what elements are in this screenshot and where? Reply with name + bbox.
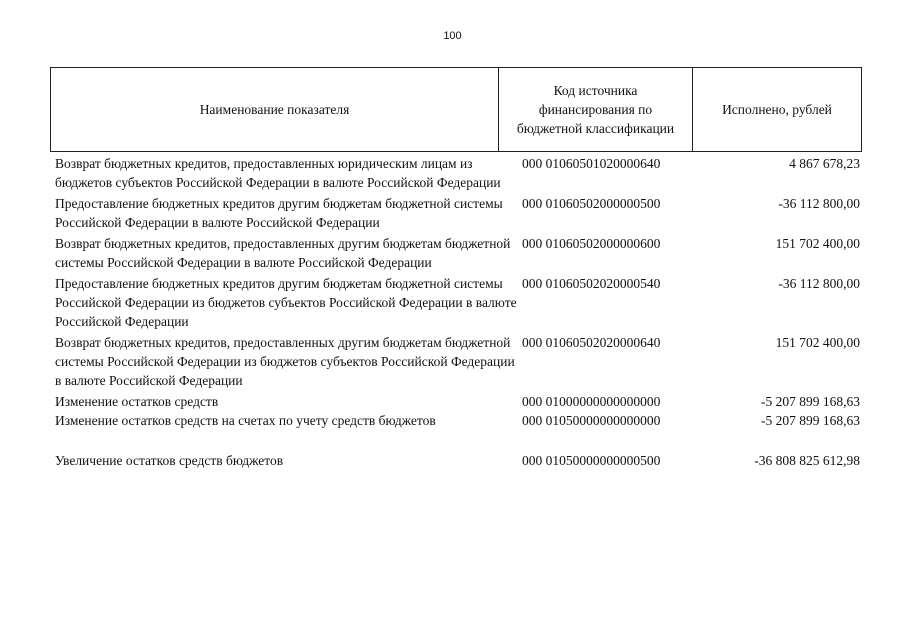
row-spacer [55, 430, 860, 451]
table-row [55, 451, 860, 470]
row-code: 000 01060502000000600 [522, 236, 661, 251]
header-code: Код источника финансирования по бюджетной классификации [499, 68, 693, 151]
row-code: 000 01060502020000640 [522, 335, 661, 350]
row-name: Увеличение остатков средств бюджетов [55, 453, 284, 468]
row-value: -5 207 899 168,63 [761, 413, 860, 428]
table-row [55, 333, 860, 390]
row-name: Предоставление бюджетных кредитов другим бюджетам бюджетной системы Российской Федерации из бюджетов субъектов Российской Федерации в валюте Российской Федерации [55, 276, 517, 329]
table-row [55, 194, 860, 232]
row-code: 000 01050000000000500 [522, 453, 661, 468]
row-code: 000 01060502020000540 [522, 276, 661, 291]
table-row [55, 274, 860, 331]
row-value: -36 808 825 612,98 [754, 453, 860, 468]
table-row [55, 154, 860, 192]
row-code: 000 01050000000000000 [522, 413, 661, 428]
row-value: -36 112 800,00 [778, 196, 860, 211]
row-name: Предоставление бюджетных кредитов другим бюджетам бюджетной системы Российской Федерации в валюте Российской Федерации [55, 196, 503, 230]
row-name: Возврат бюджетных кредитов, предоставленных юридическим лицам из бюджетов субъектов Российской Федерации в валюте Российской Федерации [55, 156, 501, 190]
row-name: Возврат бюджетных кредитов, предоставленных другим бюджетам бюджетной системы Российской Федерации в валюте Российской Федерации [55, 236, 511, 270]
row-value: -5 207 899 168,63 [761, 394, 860, 409]
row-name: Изменение остатков средств [55, 394, 219, 409]
row-value: -36 112 800,00 [778, 276, 860, 291]
header-executed: Исполнено, рублей [722, 102, 832, 117]
table-header [50, 67, 862, 152]
table-row [55, 234, 860, 272]
row-code: 000 01060501020000640 [522, 156, 661, 171]
row-value: 151 702 400,00 [775, 236, 860, 251]
table-row [55, 411, 860, 430]
row-code: 000 01000000000000000 [522, 394, 661, 409]
table-row [55, 392, 860, 411]
row-name: Возврат бюджетных кредитов, предоставленных другим бюджетам бюджетной системы Российской Федерации из бюджетов субъектов Российской Федерации в валюте Российской Федерации [55, 335, 515, 388]
row-code: 000 01060502000000500 [522, 196, 661, 211]
row-value: 151 702 400,00 [775, 335, 860, 350]
row-value: 4 867 678,23 [789, 156, 860, 171]
row-name: Изменение остатков средств на счетах по учету средств бюджетов [55, 413, 436, 428]
page-number: 100 [443, 30, 462, 42]
header-name: Наименование показателя [51, 68, 499, 151]
table-body [55, 154, 860, 470]
